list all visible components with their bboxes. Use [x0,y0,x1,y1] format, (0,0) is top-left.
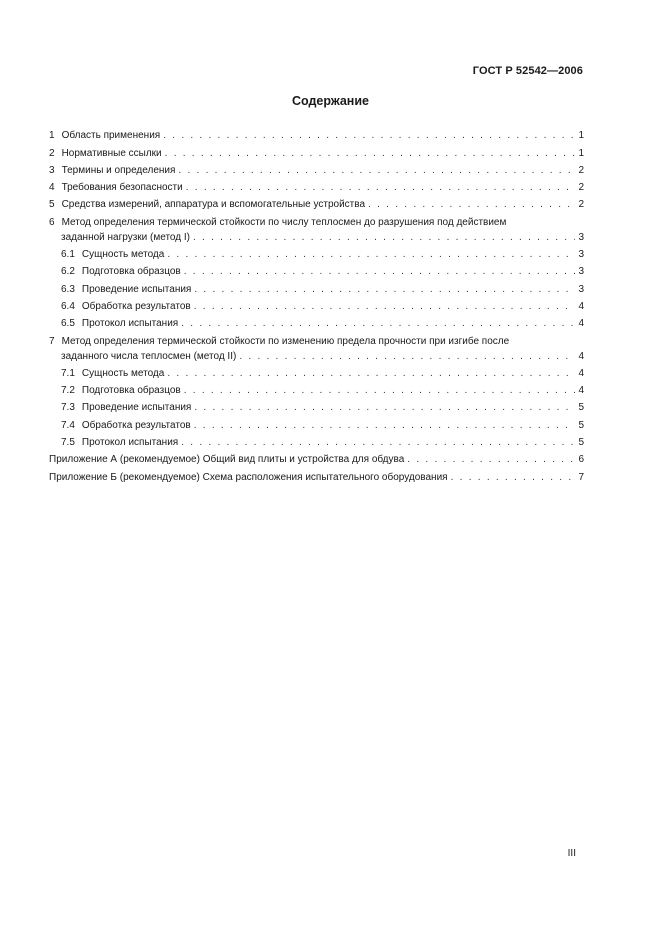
toc-subentry[interactable] [49,380,584,397]
toc-entry-number: 4 [49,182,55,194]
toc-entry[interactable] [49,177,584,194]
dot-leader [165,148,575,160]
toc-subentry[interactable] [49,278,584,295]
document-code: ГОСТ Р 52542—2006 [472,65,583,77]
toc-subentry[interactable] [49,432,584,449]
toc-entry-number: 6 [49,216,55,228]
toc-entry-title: Нормативные ссылки [61,147,162,159]
toc-entry-page: 3 [578,249,584,261]
dot-leader [186,182,575,194]
dot-leader [184,266,575,278]
toc-appendix-b[interactable] [49,466,584,483]
toc-entry-page: 1 [578,147,584,159]
toc-entry-title: Обработка результатов [81,300,191,312]
toc-entry-title: Сущность метода [81,367,165,379]
toc-entry-page: 3 [578,283,584,295]
toc-entry-page: 2 [578,199,584,211]
toc-entry[interactable] [49,211,584,228]
toc-entry-title: Протокол испытания [81,437,179,449]
dot-leader [167,249,575,261]
toc-entry-number: 6.3 [61,283,75,295]
toc-entry-title: Проведение испытания [81,283,192,295]
toc-entry-number: 2 [49,147,55,159]
toc-entry-number: 7 [49,335,55,347]
toc-entry-page: 7 [578,471,584,483]
toc-entry-title: Протокол испытания [81,318,179,330]
dot-leader [194,420,575,432]
page-title: Содержание [291,94,369,108]
toc-entry-title: Область применения [61,130,161,142]
toc-entry-title: Метод определения термической стойкости по изменению предела прочности при изгибе после [61,335,510,347]
toc-entry-title: Приложение А (рекомендуемое) Общий вид плиты и устройства для обдува [49,454,405,466]
toc-entry-page: 3 [578,266,584,278]
toc-entry-title: Сущность метода [81,249,165,261]
toc-subentry[interactable] [49,363,584,380]
toc-entry-number: 7.3 [61,402,75,414]
toc-entry-title: Обработка результатов [81,419,191,431]
dot-leader [239,351,575,363]
dot-leader [194,402,575,414]
toc-entry-page: 5 [578,402,584,414]
toc-entry-page: 4 [578,300,584,312]
toc-appendix-a[interactable] [49,449,584,466]
toc-entry-number: 7.5 [61,437,75,449]
dot-leader [407,454,575,466]
toc-subentry[interactable] [49,244,584,261]
toc-entry-title-cont: заданной нагрузки (метод I) [61,231,190,243]
toc-entry-page: 4 [578,318,584,330]
toc-subentry[interactable] [49,296,584,313]
toc-entry-title-cont: заданного числа теплосмен (метод II) [61,350,237,362]
toc-entry-continuation[interactable] [49,348,584,363]
dot-leader [194,301,575,313]
toc-entry-number: 6.4 [61,300,75,312]
dot-leader [194,284,575,296]
dot-leader [181,437,575,449]
toc-subentry[interactable] [49,313,584,330]
toc-entry-continuation[interactable] [49,229,584,244]
toc-entry-number: 3 [49,164,55,176]
dot-leader [184,385,575,397]
toc-entry-page: 4 [578,385,584,397]
toc-entry-number: 6.5 [61,318,75,330]
toc-entry-title: Проведение испытания [81,402,192,414]
page-number: III [567,848,576,859]
toc-entry-page: 2 [578,182,584,194]
toc-entry-number: 7.2 [61,385,75,397]
toc-entry-number: 7.4 [61,419,75,431]
toc-entry-title: Подготовка образцов [81,266,181,278]
toc-entry-page: 6 [578,454,584,466]
toc-entry[interactable] [49,125,584,142]
toc-entry-title: Подготовка образцов [81,385,181,397]
toc-entry-page: 4 [578,350,584,362]
toc-entry-title: Метод определения термической стойкости по числу теплосмен до разрушения под действием [61,216,507,228]
toc-entry-page: 1 [578,130,584,142]
toc-entry-title: Средства измерений, аппаратура и вспомогательные устройства [61,199,366,211]
toc-entry-number: 1 [49,130,55,142]
toc-entry[interactable] [49,330,584,347]
toc-entry-number: 6.1 [61,249,75,261]
toc-entry-page: 5 [578,419,584,431]
toc-entry-page: 4 [578,367,584,379]
toc-entry-number: 6.2 [61,266,75,278]
toc-entry-title: Требования безопасности [61,182,183,194]
dot-leader [181,318,575,330]
table-of-contents [49,125,584,484]
toc-entry[interactable] [49,194,584,211]
dot-leader [163,130,575,142]
toc-subentry[interactable] [49,261,584,278]
toc-subentry[interactable] [49,414,584,431]
toc-entry[interactable] [49,160,584,177]
dot-leader [451,472,575,484]
dot-leader [193,232,575,244]
dot-leader [368,199,575,211]
dot-leader [178,165,575,177]
dot-leader [167,368,575,380]
toc-entry-number: 7.1 [61,367,75,379]
toc-entry-page: 2 [578,164,584,176]
toc-entry-page: 3 [578,231,584,243]
toc-entry-page: 5 [578,437,584,449]
toc-entry-title: Приложение Б (рекомендуемое) Схема расположения испытательного оборудования [49,471,448,483]
toc-entry-number: 5 [49,199,55,211]
toc-entry[interactable] [49,142,584,159]
toc-entry-title: Термины и определения [61,164,176,176]
toc-subentry[interactable] [49,397,584,414]
